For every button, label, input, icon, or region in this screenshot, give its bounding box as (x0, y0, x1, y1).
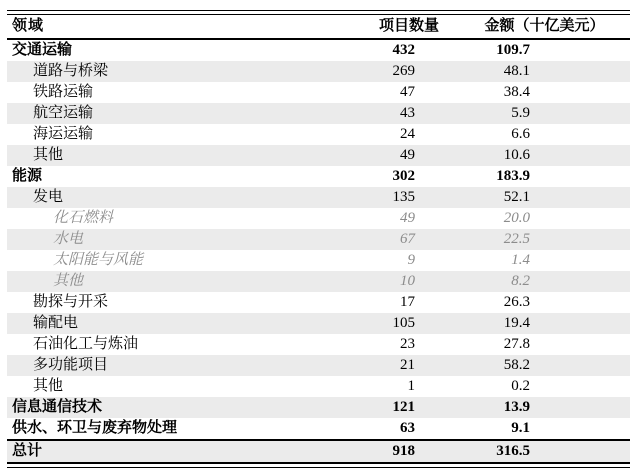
table-row (7, 82, 630, 103)
row-spacer (530, 124, 630, 145)
project-count-cell: 918 (392, 443, 415, 459)
project-count-cell: 49 (400, 210, 415, 226)
amount-cell: 8.2 (511, 273, 530, 289)
row-spacer (530, 271, 630, 292)
sector-cell: 总计 (12, 443, 43, 459)
sector-cell: 发电 (33, 189, 64, 205)
project-count-cell: 47 (400, 84, 415, 100)
table-row (7, 250, 630, 271)
amount-cell: 13.9 (503, 399, 530, 415)
row-spacer (530, 40, 630, 61)
project-count-cell: 302 (392, 168, 415, 184)
table-row (7, 124, 630, 145)
project-count-cell: 9 (407, 252, 415, 268)
amount-cell: 58.2 (503, 357, 530, 373)
table-row (7, 103, 630, 124)
row-spacer (530, 103, 630, 124)
row-spacer (530, 418, 630, 439)
amount-cell: 1.4 (511, 252, 530, 268)
amount-cell: 5.9 (511, 105, 530, 121)
amount-cell: 9.1 (511, 420, 530, 436)
row-spacer (530, 145, 630, 166)
amount-cell: 10.6 (503, 147, 530, 163)
sector-cell: 航空运输 (33, 105, 94, 121)
table-row (7, 145, 630, 166)
table-row (7, 187, 630, 208)
table-row (7, 40, 630, 61)
table-body (7, 40, 630, 462)
sector-cell: 水电 (53, 231, 84, 247)
column-header-sector: 领域 (12, 18, 45, 34)
amount-cell: 38.4 (503, 84, 530, 100)
amount-cell: 20.0 (503, 210, 530, 226)
table-header-row (7, 15, 630, 40)
sector-cell: 道路与桥梁 (33, 63, 109, 79)
sector-cell: 石油化工与炼油 (33, 336, 139, 352)
project-count-cell: 43 (400, 105, 415, 121)
project-count-cell: 135 (392, 189, 415, 205)
amount-cell: 48.1 (503, 63, 530, 79)
row-spacer (530, 166, 630, 187)
project-count-cell: 67 (400, 231, 415, 247)
table-row (7, 271, 630, 292)
row-spacer (530, 376, 630, 397)
table-row (7, 313, 630, 334)
sector-cell: 输配电 (33, 315, 79, 331)
sector-cell: 多功能项目 (33, 357, 109, 373)
amount-cell: 109.7 (496, 42, 530, 58)
row-spacer (530, 208, 630, 229)
sector-cell: 海运运输 (33, 126, 94, 142)
project-count-cell: 21 (400, 357, 415, 373)
sector-investment-table (7, 10, 630, 468)
project-count-cell: 10 (400, 273, 415, 289)
column-header-project-count: 项目数量 (378, 18, 439, 34)
amount-cell: 183.9 (496, 168, 530, 184)
amount-cell: 26.3 (503, 294, 530, 310)
row-spacer (530, 61, 630, 82)
sector-cell: 铁路运输 (33, 84, 94, 100)
table-row (7, 229, 630, 250)
table-row (7, 292, 630, 313)
project-count-cell: 49 (400, 147, 415, 163)
table-row (7, 166, 630, 187)
amount-cell: 19.4 (503, 315, 530, 331)
project-count-cell: 17 (400, 294, 415, 310)
amount-cell: 316.5 (496, 443, 530, 459)
sector-cell: 勘探与开采 (33, 294, 109, 310)
row-spacer (530, 82, 630, 103)
bottom-double-rule (7, 462, 630, 468)
project-count-cell: 432 (392, 42, 415, 58)
project-count-cell: 24 (400, 126, 415, 142)
amount-cell: 27.8 (503, 336, 530, 352)
row-spacer (530, 334, 630, 355)
row-spacer (530, 229, 630, 250)
amount-cell: 52.1 (503, 189, 530, 205)
row-spacer (530, 313, 630, 334)
sector-cell: 能源 (12, 168, 43, 184)
table-row (7, 334, 630, 355)
sector-cell: 其他 (53, 273, 84, 289)
row-spacer (530, 250, 630, 271)
project-count-cell: 1 (407, 378, 415, 394)
sector-cell: 其他 (33, 378, 64, 394)
project-count-cell: 105 (392, 315, 415, 331)
column-header-amount: 金额（十亿美元） (484, 18, 605, 34)
project-count-cell: 63 (400, 420, 415, 436)
amount-cell: 6.6 (511, 126, 530, 142)
row-spacer (530, 397, 630, 418)
project-count-cell: 121 (392, 399, 415, 415)
amount-cell: 0.2 (511, 378, 530, 394)
row-spacer (530, 355, 630, 376)
table-row (7, 61, 630, 82)
sector-cell: 其他 (33, 147, 64, 163)
row-spacer (530, 292, 630, 313)
table-row (7, 376, 630, 397)
sector-cell: 供水、环卫与废弃物处理 (12, 420, 178, 436)
table-row-total (7, 439, 630, 462)
project-count-cell: 269 (392, 63, 415, 79)
sector-cell: 交通运输 (12, 42, 73, 58)
table-row (7, 418, 630, 439)
table-row (7, 355, 630, 376)
sector-cell: 太阳能与风能 (53, 252, 144, 268)
table-row (7, 397, 630, 418)
project-count-cell: 23 (400, 336, 415, 352)
row-spacer (530, 187, 630, 208)
table-row (7, 208, 630, 229)
sector-cell: 信息通信技术 (12, 399, 103, 415)
row-spacer (530, 441, 630, 462)
amount-cell: 22.5 (503, 231, 530, 247)
sector-cell: 化石燃料 (53, 210, 114, 226)
